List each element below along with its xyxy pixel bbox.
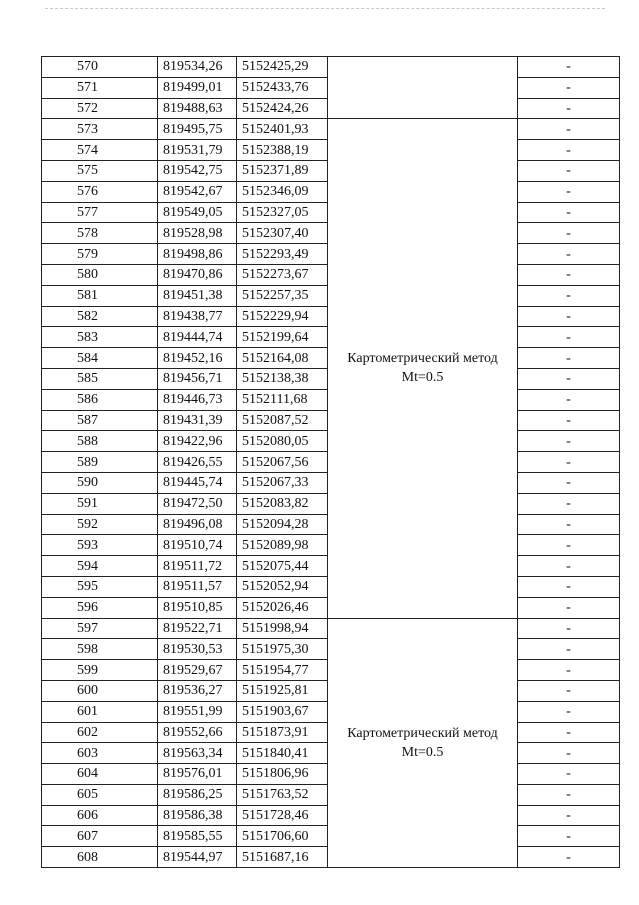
point-number-cell: 596 <box>42 597 158 618</box>
point-number-cell: 608 <box>42 847 158 868</box>
x-coordinate-cell: 819511,57 <box>158 576 237 597</box>
mark-cell: - <box>518 514 620 535</box>
table-row <box>42 119 620 140</box>
point-number-cell: 584 <box>42 348 158 369</box>
point-number-cell: 583 <box>42 327 158 348</box>
point-number-cell: 573 <box>42 119 158 140</box>
x-coordinate-cell: 819536,27 <box>158 680 237 701</box>
y-coordinate-cell: 5152026,46 <box>237 597 328 618</box>
y-coordinate-cell: 5152111,68 <box>237 389 328 410</box>
point-number-cell: 580 <box>42 264 158 285</box>
coordinates-table <box>41 56 620 868</box>
method-accuracy: Mt=0.5 <box>401 370 444 386</box>
x-coordinate-cell: 819585,55 <box>158 826 237 847</box>
y-coordinate-cell: 5152307,40 <box>237 223 328 244</box>
mark-cell: - <box>518 847 620 868</box>
point-number-cell: 600 <box>42 680 158 701</box>
point-number-cell: 579 <box>42 244 158 265</box>
x-coordinate-cell: 819470,86 <box>158 264 237 285</box>
x-coordinate-cell: 819563,34 <box>158 743 237 764</box>
x-coordinate-cell: 819438,77 <box>158 306 237 327</box>
x-coordinate-cell: 819452,16 <box>158 348 237 369</box>
mark-cell: - <box>518 306 620 327</box>
y-coordinate-cell: 5152083,82 <box>237 493 328 514</box>
mark-cell: - <box>518 160 620 181</box>
y-coordinate-cell: 5151873,91 <box>237 722 328 743</box>
y-coordinate-cell: 5152089,98 <box>237 535 328 556</box>
point-number-cell: 605 <box>42 784 158 805</box>
point-number-cell: 589 <box>42 452 158 473</box>
x-coordinate-cell: 819444,74 <box>158 327 237 348</box>
point-number-cell: 599 <box>42 660 158 681</box>
mark-cell: - <box>518 639 620 660</box>
x-coordinate-cell: 819495,75 <box>158 119 237 140</box>
mark-cell: - <box>518 493 620 514</box>
table-row <box>42 618 620 639</box>
point-number-cell: 588 <box>42 431 158 452</box>
mark-cell: - <box>518 535 620 556</box>
x-coordinate-cell: 819426,55 <box>158 452 237 473</box>
coordinates-table-body <box>42 57 620 868</box>
mark-cell: - <box>518 680 620 701</box>
point-number-cell: 586 <box>42 389 158 410</box>
mark-cell: - <box>518 805 620 826</box>
mark-cell: - <box>518 327 620 348</box>
point-number-cell: 598 <box>42 639 158 660</box>
x-coordinate-cell: 819522,71 <box>158 618 237 639</box>
mark-cell: - <box>518 285 620 306</box>
x-coordinate-cell: 819446,73 <box>158 389 237 410</box>
x-coordinate-cell: 819534,26 <box>158 57 237 78</box>
mark-cell: - <box>518 618 620 639</box>
x-coordinate-cell: 819472,50 <box>158 493 237 514</box>
x-coordinate-cell: 819530,53 <box>158 639 237 660</box>
point-number-cell: 572 <box>42 98 158 119</box>
mark-cell: - <box>518 660 620 681</box>
point-number-cell: 603 <box>42 743 158 764</box>
y-coordinate-cell: 5151925,81 <box>237 680 328 701</box>
y-coordinate-cell: 5152371,89 <box>237 160 328 181</box>
y-coordinate-cell: 5152273,67 <box>237 264 328 285</box>
x-coordinate-cell: 819544,97 <box>158 847 237 868</box>
point-number-cell: 592 <box>42 514 158 535</box>
point-number-cell: 571 <box>42 77 158 98</box>
point-number-cell: 607 <box>42 826 158 847</box>
mark-cell: - <box>518 826 620 847</box>
mark-cell: - <box>518 722 620 743</box>
method-name: Картометрический метод <box>347 725 498 741</box>
mark-cell: - <box>518 431 620 452</box>
point-number-cell: 581 <box>42 285 158 306</box>
x-coordinate-cell: 819529,67 <box>158 660 237 681</box>
y-coordinate-cell: 5152052,94 <box>237 576 328 597</box>
x-coordinate-cell: 819576,01 <box>158 764 237 785</box>
y-coordinate-cell: 5152199,64 <box>237 327 328 348</box>
y-coordinate-cell: 5152067,56 <box>237 452 328 473</box>
point-number-cell: 597 <box>42 618 158 639</box>
y-coordinate-cell: 5151687,16 <box>237 847 328 868</box>
point-number-cell: 574 <box>42 140 158 161</box>
method-cell-empty <box>328 57 518 119</box>
point-number-cell: 595 <box>42 576 158 597</box>
y-coordinate-cell: 5151954,77 <box>237 660 328 681</box>
mark-cell: - <box>518 264 620 285</box>
x-coordinate-cell: 819586,25 <box>158 784 237 805</box>
mark-cell: - <box>518 743 620 764</box>
point-number-cell: 602 <box>42 722 158 743</box>
x-coordinate-cell: 819542,67 <box>158 181 237 202</box>
mark-cell: - <box>518 764 620 785</box>
y-coordinate-cell: 5152327,05 <box>237 202 328 223</box>
x-coordinate-cell: 819496,08 <box>158 514 237 535</box>
mark-cell: - <box>518 556 620 577</box>
y-coordinate-cell: 5152138,38 <box>237 368 328 389</box>
y-coordinate-cell: 5151763,52 <box>237 784 328 805</box>
method-accuracy: Mt=0.5 <box>401 744 444 760</box>
x-coordinate-cell: 819445,74 <box>158 472 237 493</box>
point-number-cell: 576 <box>42 181 158 202</box>
point-number-cell: 582 <box>42 306 158 327</box>
y-coordinate-cell: 5152067,33 <box>237 472 328 493</box>
y-coordinate-cell: 5152425,29 <box>237 57 328 78</box>
x-coordinate-cell: 819488,63 <box>158 98 237 119</box>
x-coordinate-cell: 819498,86 <box>158 244 237 265</box>
y-coordinate-cell: 5152080,05 <box>237 431 328 452</box>
mark-cell: - <box>518 119 620 140</box>
y-coordinate-cell: 5151806,96 <box>237 764 328 785</box>
mark-cell: - <box>518 410 620 431</box>
y-coordinate-cell: 5152433,76 <box>237 77 328 98</box>
y-coordinate-cell: 5152229,94 <box>237 306 328 327</box>
y-coordinate-cell: 5151706,60 <box>237 826 328 847</box>
mark-cell: - <box>518 202 620 223</box>
x-coordinate-cell: 819510,85 <box>158 597 237 618</box>
mark-cell: - <box>518 701 620 722</box>
x-coordinate-cell: 819542,75 <box>158 160 237 181</box>
x-coordinate-cell: 819510,74 <box>158 535 237 556</box>
x-coordinate-cell: 819549,05 <box>158 202 237 223</box>
mark-cell: - <box>518 576 620 597</box>
point-number-cell: 585 <box>42 368 158 389</box>
method-cell <box>328 618 518 868</box>
x-coordinate-cell: 819456,71 <box>158 368 237 389</box>
mark-cell: - <box>518 77 620 98</box>
y-coordinate-cell: 5151998,94 <box>237 618 328 639</box>
y-coordinate-cell: 5152087,52 <box>237 410 328 431</box>
mark-cell: - <box>518 472 620 493</box>
x-coordinate-cell: 819451,38 <box>158 285 237 306</box>
mark-cell: - <box>518 140 620 161</box>
mark-cell: - <box>518 348 620 369</box>
y-coordinate-cell: 5151728,46 <box>237 805 328 826</box>
point-number-cell: 577 <box>42 202 158 223</box>
mark-cell: - <box>518 784 620 805</box>
point-number-cell: 570 <box>42 57 158 78</box>
point-number-cell: 593 <box>42 535 158 556</box>
x-coordinate-cell: 819431,39 <box>158 410 237 431</box>
point-number-cell: 587 <box>42 410 158 431</box>
mark-cell: - <box>518 368 620 389</box>
point-number-cell: 591 <box>42 493 158 514</box>
mark-cell: - <box>518 389 620 410</box>
method-name: Картометрический метод <box>347 351 498 367</box>
point-number-cell: 606 <box>42 805 158 826</box>
mark-cell: - <box>518 244 620 265</box>
mark-cell: - <box>518 98 620 119</box>
mark-cell: - <box>518 57 620 78</box>
y-coordinate-cell: 5152094,28 <box>237 514 328 535</box>
y-coordinate-cell: 5151975,30 <box>237 639 328 660</box>
point-number-cell: 594 <box>42 556 158 577</box>
mark-cell: - <box>518 597 620 618</box>
y-coordinate-cell: 5151903,67 <box>237 701 328 722</box>
point-number-cell: 604 <box>42 764 158 785</box>
x-coordinate-cell: 819499,01 <box>158 77 237 98</box>
x-coordinate-cell: 819531,79 <box>158 140 237 161</box>
x-coordinate-cell: 819422,96 <box>158 431 237 452</box>
y-coordinate-cell: 5152164,08 <box>237 348 328 369</box>
y-coordinate-cell: 5152257,35 <box>237 285 328 306</box>
mark-cell: - <box>518 223 620 244</box>
y-coordinate-cell: 5152075,44 <box>237 556 328 577</box>
y-coordinate-cell: 5152401,93 <box>237 119 328 140</box>
x-coordinate-cell: 819528,98 <box>158 223 237 244</box>
point-number-cell: 601 <box>42 701 158 722</box>
y-coordinate-cell: 5152424,26 <box>237 98 328 119</box>
mark-cell: - <box>518 181 620 202</box>
page-header-rule <box>45 8 605 10</box>
mark-cell: - <box>518 452 620 473</box>
point-number-cell: 575 <box>42 160 158 181</box>
x-coordinate-cell: 819552,66 <box>158 722 237 743</box>
y-coordinate-cell: 5152293,49 <box>237 244 328 265</box>
point-number-cell: 590 <box>42 472 158 493</box>
y-coordinate-cell: 5152346,09 <box>237 181 328 202</box>
table-row <box>42 57 620 78</box>
y-coordinate-cell: 5151840,41 <box>237 743 328 764</box>
method-cell <box>328 119 518 618</box>
x-coordinate-cell: 819586,38 <box>158 805 237 826</box>
x-coordinate-cell: 819511,72 <box>158 556 237 577</box>
y-coordinate-cell: 5152388,19 <box>237 140 328 161</box>
x-coordinate-cell: 819551,99 <box>158 701 237 722</box>
point-number-cell: 578 <box>42 223 158 244</box>
